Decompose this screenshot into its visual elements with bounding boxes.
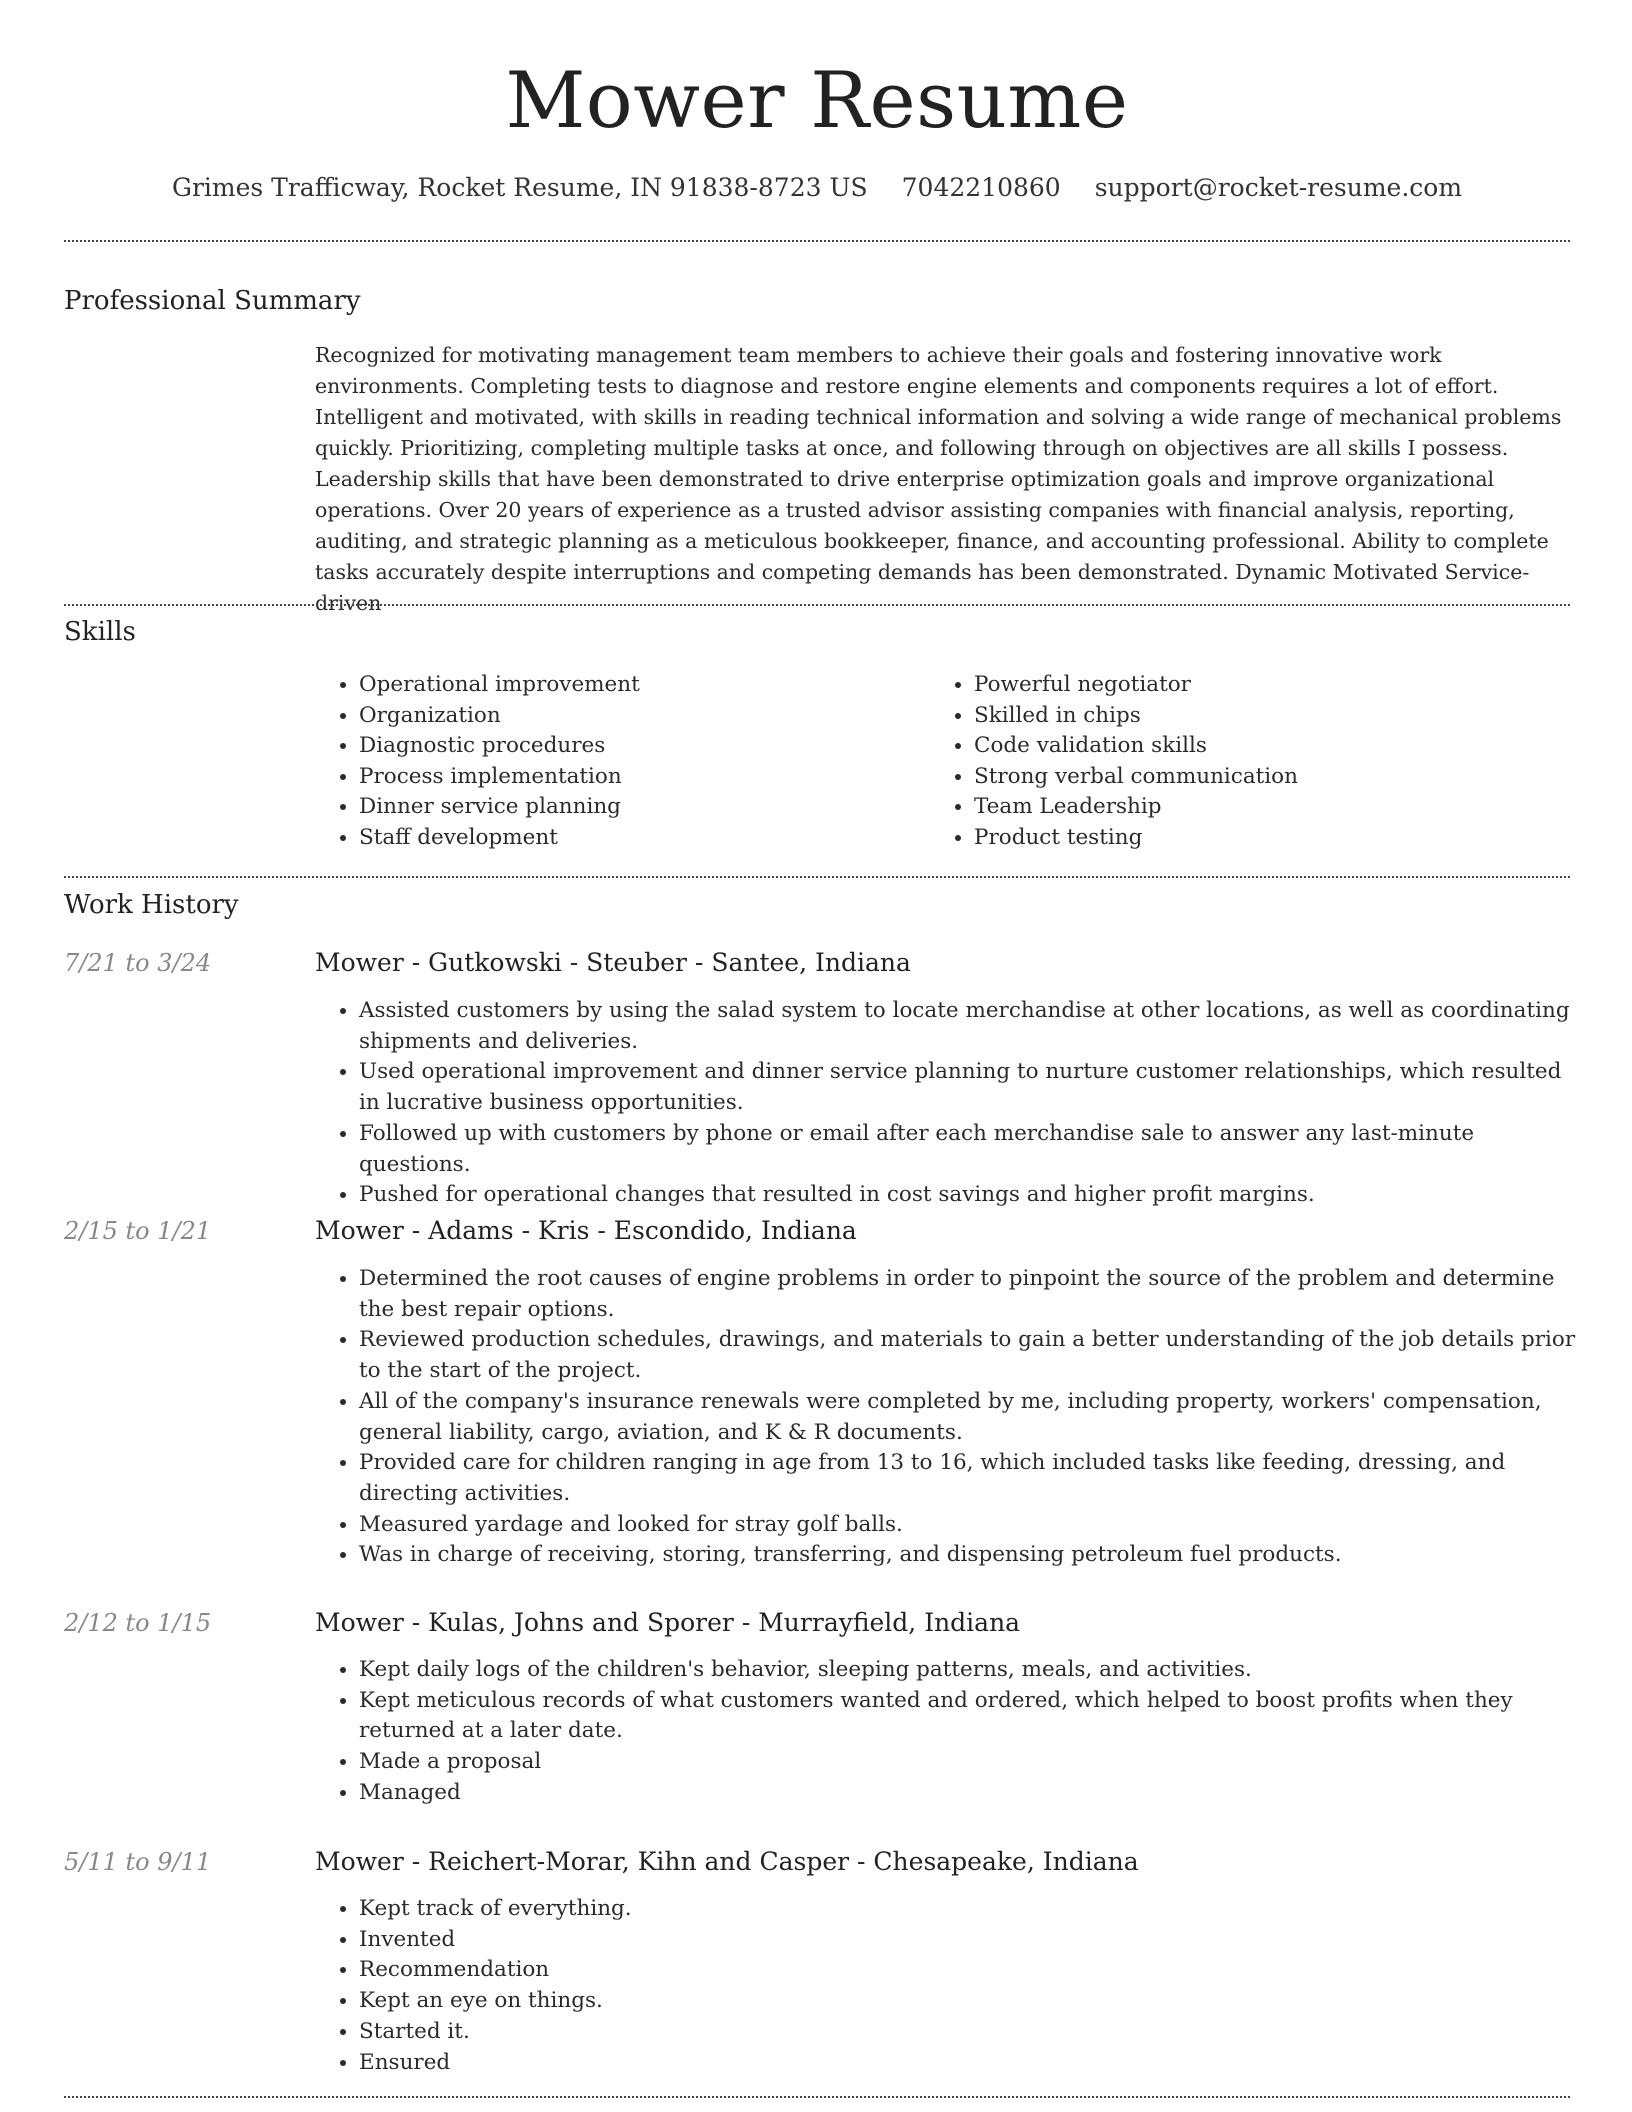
job-bullet: • Determined the root causes of engine problems in order to pinpoint the source of the problem and determine the best repair options. — [359, 1264, 1581, 1325]
skill-item: • Strong verbal communication — [974, 762, 1574, 793]
skill-item: • Process implementation — [359, 762, 919, 793]
resume-name: Mower Resume — [505, 56, 1129, 146]
skill-item: • Product testing — [974, 823, 1574, 854]
skill-item: • Powerful negotiator — [974, 670, 1574, 701]
job-bullet: • Measured yardage and looked for stray golf balls. — [359, 1510, 1581, 1541]
job-bullet: • Managed — [359, 1778, 1581, 1809]
contact-line — [64, 170, 1570, 206]
job-bullet: • Pushed for operational changes that resulted in cost savings and higher profit margins. — [359, 1180, 1581, 1211]
job-bullet: • Started it. — [359, 2017, 1581, 2048]
skill-item: • Code validation skills — [974, 731, 1574, 762]
section-title-work: Work History — [64, 890, 239, 920]
divider-work — [64, 2096, 1570, 2098]
divider-skills — [64, 876, 1570, 878]
skill-item: • Dinner service planning — [359, 792, 919, 823]
job-bullet: • Kept track of everything. — [359, 1894, 1581, 1925]
contact-phone: 7042210860 — [901, 173, 1061, 202]
job-bullet: • Invented — [359, 1925, 1581, 1956]
job-bullets — [315, 1894, 1581, 2078]
summary-text: Recognized for motivating management team members to achieve their goals and fostering innovative work environments. Completing tests to diagnose and restore engine elements and components requires a lot of effort. Intelligent and motivated, with skills in reading technical information and solving a wide range of mechanical problems quickly. Prioritizing, completing multiple tasks at once, and following through on objectives are all skills I possess. Leadership skills that have been demonstrated to drive enterprise optimization goals and improve organizational operations. Over 20 years of experience as a trusted advisor assisting companies with financial analysis, reporting, auditing, and strategic planning as a meticulous bookkeeper, finance, and accounting professional. Ability to complete tasks accurately despite interruptions and competing demands has been demonstrated. Dynamic Motivated Service-driven — [315, 343, 1562, 615]
job-bullets — [315, 1655, 1581, 1809]
job-title: Mower - Gutkowski - Steuber - Santee, Indiana — [315, 948, 911, 977]
skill-item: • Operational improvement — [359, 670, 919, 701]
section-title-skills: Skills — [64, 617, 136, 647]
job-dates: 2/15 to 1/21 — [64, 1217, 212, 1245]
job-bullet: • Used operational improvement and dinner service planning to nurture customer relationships, which resulted in lucrative business opportunities. — [359, 1057, 1581, 1118]
skill-item: • Organization — [359, 701, 919, 732]
job-bullet: • Ensured — [359, 2048, 1581, 2079]
job-bullet: • Kept meticulous records of what customers wanted and ordered, which helped to boost profits when they returned at a later date. — [359, 1686, 1581, 1747]
job-bullet: • Made a proposal — [359, 1747, 1581, 1778]
contact-address: Grimes Trafficway, Rocket Resume, IN 91838-8723 US — [171, 173, 868, 202]
skill-item: • Staff development — [359, 823, 919, 854]
job-bullet: • Assisted customers by using the salad system to locate merchandise at other locations, as well as coordinating shipments and deliveries. — [359, 996, 1581, 1057]
job-dates: 5/11 to 9/11 — [64, 1848, 212, 1876]
job-title: Mower - Adams - Kris - Escondido, Indiana — [315, 1216, 857, 1245]
skills-list-left — [315, 670, 919, 853]
job-bullet: • Followed up with customers by phone or email after each merchandise sale to answer any last-minute questions. — [359, 1119, 1581, 1180]
skills-list-right — [930, 670, 1574, 853]
skill-item: • Skilled in chips — [974, 701, 1574, 732]
job-bullet: • Recommendation — [359, 1955, 1581, 1986]
job-bullet: • Was in charge of receiving, storing, transferring, and dispensing petroleum fuel products. — [359, 1540, 1581, 1571]
divider-header — [64, 240, 1570, 242]
job-bullet: • Kept an eye on things. — [359, 1986, 1581, 2017]
job-title: Mower - Reichert-Morar, Kihn and Casper - Chesapeake, Indiana — [315, 1847, 1139, 1876]
skill-item: • Team Leadership — [974, 792, 1574, 823]
job-bullet: • Provided care for children ranging in age from 13 to 16, which included tasks like feeding, dressing, and directing activities. — [359, 1448, 1581, 1509]
job-bullets — [315, 996, 1581, 1211]
job-dates: 2/12 to 1/15 — [64, 1609, 212, 1637]
job-bullet: • Reviewed production schedules, drawings, and materials to gain a better understanding of the job details prior to the start of the project. — [359, 1325, 1581, 1386]
job-bullet: • All of the company's insurance renewals were completed by me, including property, workers' compensation, general liability, cargo, aviation, and K & R documents. — [359, 1387, 1581, 1448]
job-bullets — [315, 1264, 1581, 1571]
job-title: Mower - Kulas, Johns and Sporer - Murrayfield, Indiana — [315, 1608, 1021, 1637]
job-bullet: • Kept daily logs of the children's behavior, sleeping patterns, meals, and activities. — [359, 1655, 1581, 1686]
contact-email: support@rocket-resume.com — [1094, 173, 1463, 202]
divider-summary — [64, 604, 1570, 606]
skill-item: • Diagnostic procedures — [359, 731, 919, 762]
job-dates: 7/21 to 3/24 — [64, 949, 212, 977]
section-title-summary: Professional Summary — [64, 286, 361, 316]
